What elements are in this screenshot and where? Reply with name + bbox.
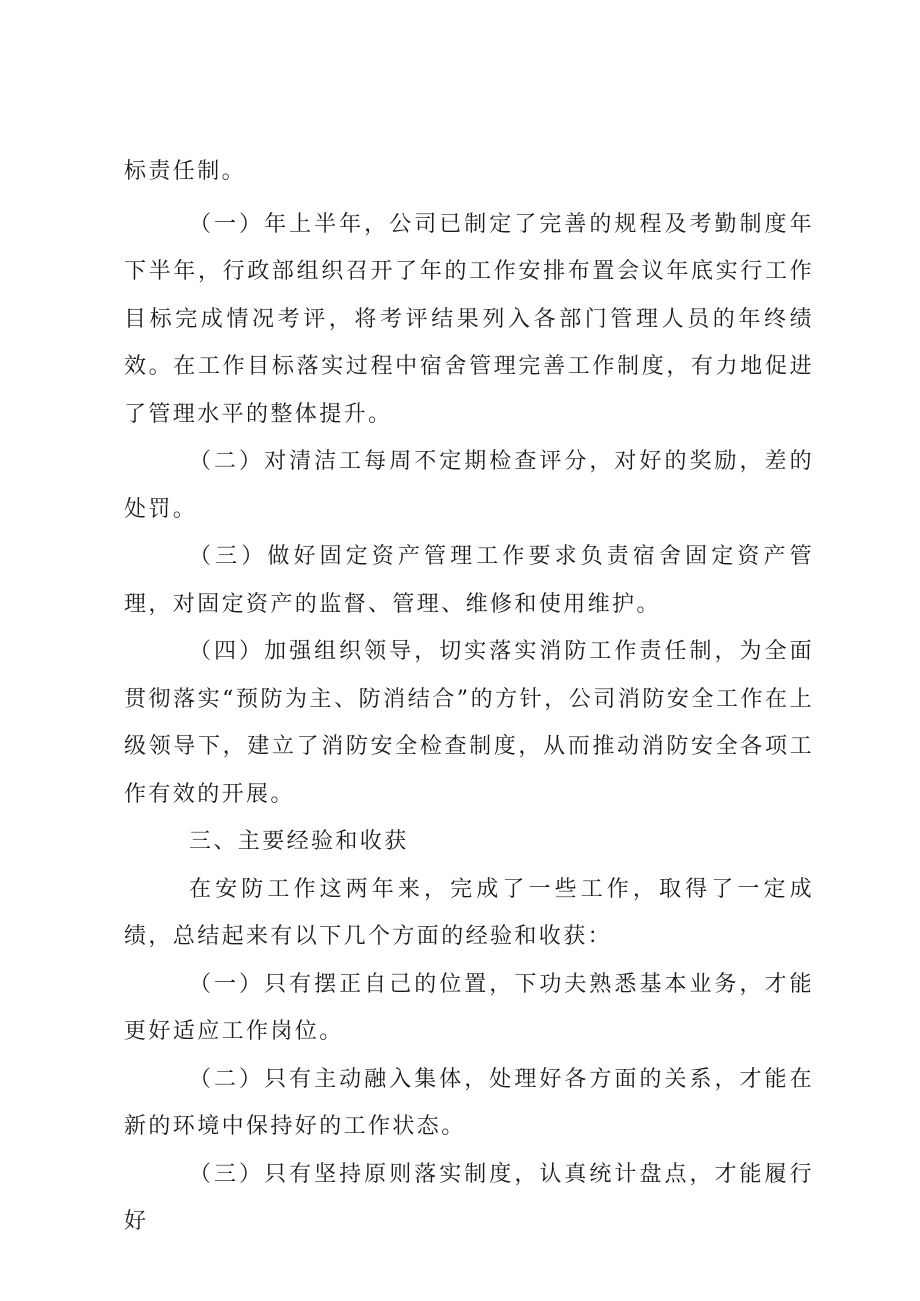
- section-heading: 三、主要经验和收获: [189, 829, 409, 854]
- paragraph-experience-2: （二）只有主动融入集体，处理好各方面的关系，才能在新的环境中保持好的工作状态。: [124, 1066, 814, 1139]
- paragraph-item-1: （一）年上半年，公司已制定了完善的规程及考勤制度年下半年，行政部组织召开了年的工作安排布置会议年底实行工作目标完成情况考评，将考评结果列入各部门管理人员的年终绩效。在工作目标落实过程中宿舍管理完善工作制度，有力地促进了管理水平的整体提升。: [124, 211, 814, 427]
- paragraph-experience-3: （三）只有坚持原则落实制度，认真统计盘点，才能履行好: [124, 1161, 814, 1234]
- paragraph-experience-1: （一）只有摆正自己的位置，下功夫熟悉基本业务，才能更好适应工作岗位。: [124, 971, 814, 1044]
- document-body: [124, 148, 814, 1246]
- paragraph-item-2: （二）对清洁工每周不定期检查评分，对好的奖励，差的处罚。: [124, 449, 814, 522]
- paragraph-continuation: 标责任制。: [124, 159, 247, 184]
- paragraph-item-4: （四）加强组织领导，切实落实消防工作责任制，为全面贯彻落实“预防为主、防消结合”的方针，公司消防安全工作在上级领导下，建立了消防安全检查制度，从而推动消防安全各项工作有效的开展。: [124, 639, 814, 807]
- paragraph-item-3: （三）做好固定资产管理工作要求负责宿舍固定资产管理，对固定资产的监督、管理、维修和使用维护。: [124, 544, 814, 617]
- paragraph-intro: 在安防工作这两年来，完成了一些工作，取得了一定成绩，总结起来有以下几个方面的经验和收获：: [124, 876, 814, 949]
